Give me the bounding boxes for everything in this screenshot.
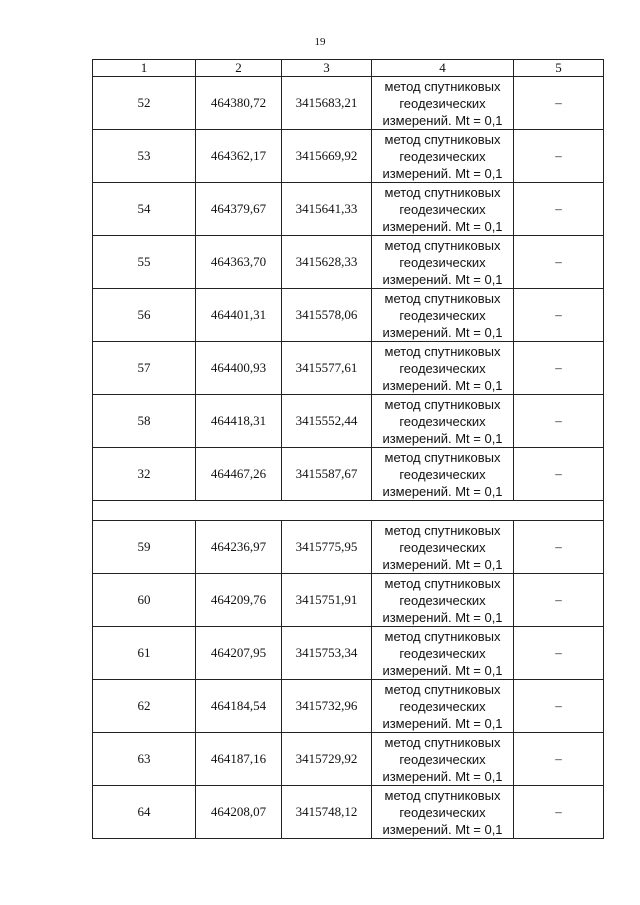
note-cell: – [514, 786, 604, 839]
y-coordinate-cell: 3415587,67 [282, 448, 372, 501]
note-cell: – [514, 130, 604, 183]
method-line: измерений. Mt = 0,1 [382, 609, 503, 625]
y-coordinate-cell: 3415683,21 [282, 77, 372, 130]
point-number-cell: 55 [93, 236, 196, 289]
method-line: измерений. Mt = 0,1 [382, 165, 503, 181]
method-line: измерений. Mt = 0,1 [382, 715, 503, 731]
method-cell [372, 77, 514, 130]
x-coordinate-cell: 464467,26 [196, 448, 282, 501]
method-line: геодезических [399, 539, 486, 555]
x-coordinate-cell: 464187,16 [196, 733, 282, 786]
method-line: геодезических [399, 148, 486, 164]
header-col-3: 3 [282, 60, 372, 77]
y-coordinate-cell: 3415552,44 [282, 395, 372, 448]
method-line: измерений. Mt = 0,1 [382, 662, 503, 678]
method-line: геодезических [399, 751, 486, 767]
method-line: метод спутниковых [384, 131, 501, 147]
point-number-cell: 60 [93, 574, 196, 627]
point-number-cell: 61 [93, 627, 196, 680]
table-row [93, 680, 604, 733]
note-cell: – [514, 448, 604, 501]
table-row [93, 521, 604, 574]
note-cell: – [514, 680, 604, 733]
method-line: измерений. Mt = 0,1 [382, 112, 503, 128]
table-row [93, 574, 604, 627]
note-cell: – [514, 627, 604, 680]
method-cell [372, 627, 514, 680]
method-cell [372, 680, 514, 733]
x-coordinate-cell: 464209,76 [196, 574, 282, 627]
note-cell: – [514, 521, 604, 574]
table-row [93, 627, 604, 680]
point-number-cell: 58 [93, 395, 196, 448]
x-coordinate-cell: 464401,31 [196, 289, 282, 342]
method-line: метод спутниковых [384, 522, 501, 538]
point-number-cell: 54 [93, 183, 196, 236]
method-line: метод спутниковых [384, 290, 501, 306]
method-line: измерений. Mt = 0,1 [382, 324, 503, 340]
x-coordinate-cell: 464208,07 [196, 786, 282, 839]
table-row [93, 342, 604, 395]
point-number-cell: 56 [93, 289, 196, 342]
table-row [93, 236, 604, 289]
table-row [93, 77, 604, 130]
method-line: геодезических [399, 804, 486, 820]
method-line: измерений. Mt = 0,1 [382, 377, 503, 393]
note-cell: – [514, 183, 604, 236]
method-line: измерений. Mt = 0,1 [382, 768, 503, 784]
method-line: метод спутниковых [384, 734, 501, 750]
table-row [93, 733, 604, 786]
method-line: измерений. Mt = 0,1 [382, 483, 503, 499]
y-coordinate-cell: 3415641,33 [282, 183, 372, 236]
method-line: метод спутниковых [384, 575, 501, 591]
coordinates-table-body [93, 60, 604, 839]
method-line: измерений. Mt = 0,1 [382, 556, 503, 572]
y-coordinate-cell: 3415729,92 [282, 733, 372, 786]
method-line: геодезических [399, 307, 486, 323]
method-line: геодезических [399, 201, 486, 217]
method-line: метод спутниковых [384, 184, 501, 200]
method-line: метод спутниковых [384, 78, 501, 94]
note-cell: – [514, 342, 604, 395]
page-number: 19 [314, 36, 326, 48]
table-row [93, 786, 604, 839]
point-number-cell: 62 [93, 680, 196, 733]
method-line: геодезических [399, 698, 486, 714]
table-row [93, 395, 604, 448]
group-separator-cell [93, 501, 604, 521]
method-cell [372, 130, 514, 183]
header-col-4: 4 [372, 60, 514, 77]
group-separator-row [93, 501, 604, 521]
y-coordinate-cell: 3415775,95 [282, 521, 372, 574]
method-line: геодезических [399, 95, 486, 111]
method-cell [372, 733, 514, 786]
y-coordinate-cell: 3415751,91 [282, 574, 372, 627]
method-line: геодезических [399, 254, 486, 270]
point-number-cell: 64 [93, 786, 196, 839]
table-row [93, 448, 604, 501]
method-line: метод спутниковых [384, 396, 501, 412]
method-line: измерений. Mt = 0,1 [382, 821, 503, 837]
method-line: метод спутниковых [384, 237, 501, 253]
method-cell [372, 448, 514, 501]
header-col-5: 5 [514, 60, 604, 77]
x-coordinate-cell: 464362,17 [196, 130, 282, 183]
x-coordinate-cell: 464363,70 [196, 236, 282, 289]
y-coordinate-cell: 3415628,33 [282, 236, 372, 289]
method-line: измерений. Mt = 0,1 [382, 430, 503, 446]
method-cell [372, 183, 514, 236]
x-coordinate-cell: 464400,93 [196, 342, 282, 395]
point-number-cell: 53 [93, 130, 196, 183]
note-cell: – [514, 395, 604, 448]
y-coordinate-cell: 3415748,12 [282, 786, 372, 839]
header-col-1: 1 [93, 60, 196, 77]
method-line: геодезических [399, 645, 486, 661]
method-cell [372, 342, 514, 395]
note-cell: – [514, 574, 604, 627]
note-cell: – [514, 289, 604, 342]
x-coordinate-cell: 464379,67 [196, 183, 282, 236]
point-number-cell: 52 [93, 77, 196, 130]
method-line: геодезических [399, 413, 486, 429]
note-cell: – [514, 733, 604, 786]
x-coordinate-cell: 464184,54 [196, 680, 282, 733]
method-cell [372, 395, 514, 448]
point-number-cell: 63 [93, 733, 196, 786]
x-coordinate-cell: 464207,95 [196, 627, 282, 680]
method-line: метод спутниковых [384, 681, 501, 697]
y-coordinate-cell: 3415753,34 [282, 627, 372, 680]
method-line: геодезических [399, 592, 486, 608]
table-row [93, 183, 604, 236]
note-cell: – [514, 77, 604, 130]
table-header-row [93, 60, 604, 77]
method-cell [372, 786, 514, 839]
y-coordinate-cell: 3415577,61 [282, 342, 372, 395]
method-line: метод спутниковых [384, 787, 501, 803]
note-cell: – [514, 236, 604, 289]
point-number-cell: 59 [93, 521, 196, 574]
x-coordinate-cell: 464380,72 [196, 77, 282, 130]
method-cell [372, 574, 514, 627]
y-coordinate-cell: 3415732,96 [282, 680, 372, 733]
method-line: метод спутниковых [384, 449, 501, 465]
method-cell [372, 236, 514, 289]
method-line: метод спутниковых [384, 343, 501, 359]
x-coordinate-cell: 464418,31 [196, 395, 282, 448]
table-row [93, 289, 604, 342]
method-cell [372, 289, 514, 342]
header-col-2: 2 [196, 60, 282, 77]
method-line: геодезических [399, 360, 486, 376]
x-coordinate-cell: 464236,97 [196, 521, 282, 574]
y-coordinate-cell: 3415578,06 [282, 289, 372, 342]
method-line: измерений. Mt = 0,1 [382, 271, 503, 287]
table-row [93, 130, 604, 183]
coordinates-table [92, 59, 604, 839]
point-number-cell: 32 [93, 448, 196, 501]
method-line: геодезических [399, 466, 486, 482]
method-line: измерений. Mt = 0,1 [382, 218, 503, 234]
y-coordinate-cell: 3415669,92 [282, 130, 372, 183]
method-cell [372, 521, 514, 574]
point-number-cell: 57 [93, 342, 196, 395]
method-line: метод спутниковых [384, 628, 501, 644]
